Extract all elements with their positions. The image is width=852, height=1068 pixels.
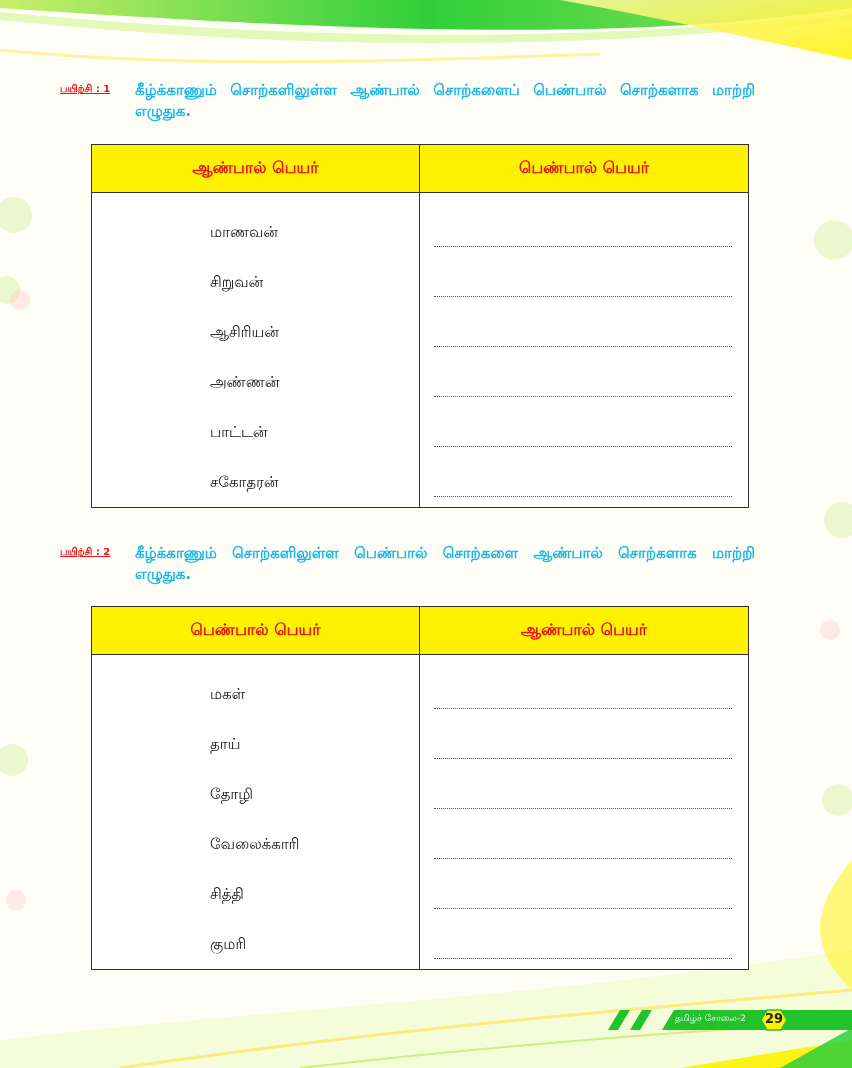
word: சகோதரன் (210, 473, 279, 491)
word: மகள் (210, 685, 246, 703)
table-row (92, 919, 749, 970)
exercise-2-instruction: கீழ்க்காணும் சொற்களிலுள்ள பெண்பால் சொற்களை ஆண்பால் சொற்களாக மாற்றி எழுதுக. (135, 544, 755, 583)
table-row (92, 407, 749, 457)
table-row (92, 357, 749, 407)
word: குமரி (210, 935, 247, 953)
word: மாணவன் (210, 223, 278, 241)
word: தாய் (210, 735, 241, 753)
table-header-left: ஆண்பால் பெயர் (92, 145, 420, 193)
word: பாட்டன் (210, 423, 268, 441)
answer-line[interactable] (420, 869, 748, 919)
exercise-2-table (91, 606, 749, 970)
word: சித்தி (210, 885, 244, 903)
table-row (92, 769, 749, 819)
answer-line[interactable] (420, 769, 748, 819)
table-row (92, 669, 749, 719)
answer-line[interactable] (420, 357, 748, 407)
table-row (92, 869, 749, 919)
table-row (92, 307, 749, 357)
page-footer (598, 1009, 852, 1031)
table-row (92, 719, 749, 769)
word: வேலைக்காரி (210, 835, 300, 853)
table-header-right: ஆண்பால் பெயர் (420, 607, 749, 655)
answer-line[interactable] (420, 307, 748, 357)
answer-line[interactable] (420, 457, 748, 507)
word: அண்ணன் (210, 373, 280, 391)
answer-line[interactable] (420, 919, 748, 969)
table-row (92, 207, 749, 257)
exercise-1-instruction: கீழ்க்காணும் சொற்களிலுள்ள ஆண்பால் சொற்களைப் பெண்பால் சொற்களாக மாற்றி எழுதுக. (135, 81, 755, 120)
answer-line[interactable] (420, 407, 748, 457)
table-row (92, 819, 749, 869)
answer-line[interactable] (420, 669, 748, 719)
answer-line[interactable] (420, 257, 748, 307)
answer-line[interactable] (420, 207, 748, 257)
exercise-2-label: பயிற்சி : 2 (60, 547, 111, 558)
table-header-left: பெண்பால் பெயர் (92, 607, 420, 655)
word: சிறுவன் (210, 273, 264, 291)
book-title: தமிழ்ச் சோலை-2 (675, 1014, 746, 1024)
table-header-right: பெண்பால் பெயர் (420, 145, 749, 193)
word: தோழி (210, 785, 254, 803)
table-row (92, 457, 749, 508)
table-row (92, 257, 749, 307)
page-number: 29 (764, 1012, 784, 1027)
answer-line[interactable] (420, 819, 748, 869)
answer-line[interactable] (420, 719, 748, 769)
word: ஆசிரியன் (210, 323, 279, 341)
exercise-1-table (91, 144, 749, 508)
exercise-1-label: பயிற்சி : 1 (60, 84, 111, 95)
